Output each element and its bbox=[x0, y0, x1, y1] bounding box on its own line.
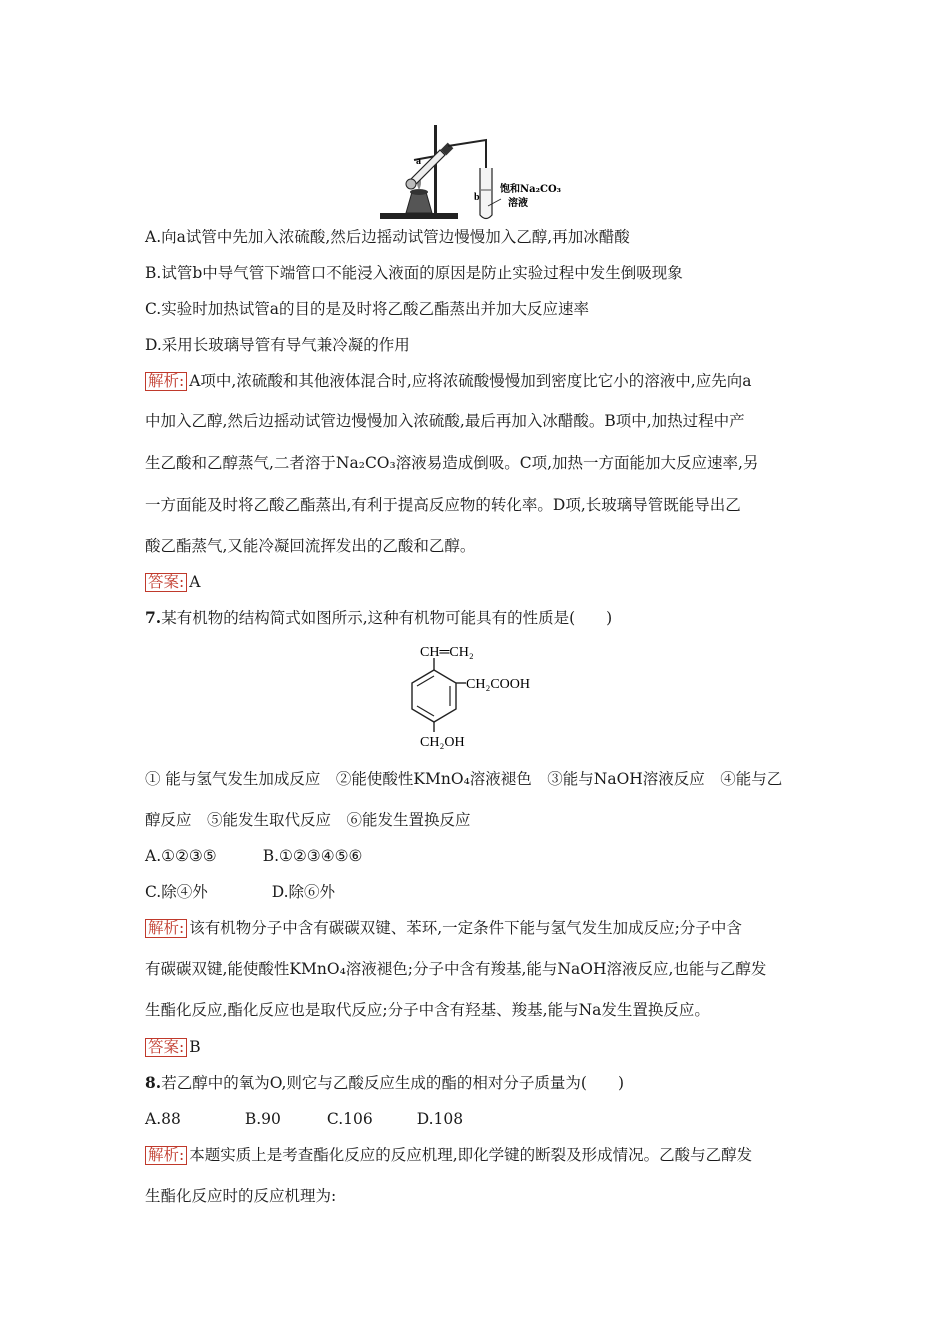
q7-options-cd: C.除④外 D.除⑥外 bbox=[145, 883, 336, 901]
esterification-apparatus-diagram bbox=[378, 120, 578, 225]
q7-analysis-line-1: 解析: 该有机物分子中含有碳碳双键、苯环,一定条件下能与氢气发生加成反应;分子中含 bbox=[145, 918, 742, 938]
q6-option-c: C.实验时加热试管a的目的是及时将乙酸乙酯蒸出并加大反应速率 bbox=[145, 300, 589, 318]
q7-analysis-line-3: 生酯化反应,酯化反应也是取代反应;分子中含有羟基、羧基,能与Na发生置换反应。 bbox=[145, 1001, 710, 1019]
q7-properties-line-1: ① 能与氢气发生加成反应 ②能使酸性KMnO₄溶液褪色 ③能与NaOH溶液反应 ④能与乙 bbox=[145, 770, 783, 788]
label-b: b bbox=[474, 192, 480, 203]
q6-answer-tag: 答案: bbox=[145, 573, 187, 592]
q6-analysis-line-5: 酸乙酯蒸气,又能冷凝回流挥发出的乙酸和乙醇。 bbox=[145, 537, 476, 555]
solution-label-1: 饱和Na₂CO₃ bbox=[500, 184, 562, 195]
q8-options: A.88 B.90 C.106 D.108 bbox=[145, 1110, 464, 1128]
q8-analysis-line-1: 解析: 本题实质上是考查酯化反应的反应机理,即化学键的断裂及形成情况。乙酸与乙醇发 bbox=[145, 1145, 752, 1165]
q7-answer-tag: 答案: bbox=[145, 1038, 187, 1057]
q6-analysis-line-4: 一方面能及时将乙酸乙酯蒸出,有利于提高反应物的转化率。D项,长玻璃导管既能导出乙 bbox=[145, 496, 741, 514]
q7-analysis-tag: 解析: bbox=[145, 919, 187, 938]
q8-analysis-tag: 解析: bbox=[145, 1146, 187, 1165]
solution-label-2: 溶液 bbox=[508, 198, 528, 209]
q6-analysis-line-3: 生乙酸和乙醇蒸气,二者溶于Na₂CO₃溶液易造成倒吸。C项,加热一方面能加大反应速率,另 bbox=[145, 454, 759, 472]
q6-option-d: D.采用长玻璃导管有导气兼冷凝的作用 bbox=[145, 336, 410, 354]
structure-top-group: CH═CH₂ bbox=[420, 645, 474, 660]
q6-option-b: B.试管b中导气管下端管口不能浸入液面的原因是防止实验过程中发生倒吸现象 bbox=[145, 264, 683, 282]
q6-analysis-line-2: 中加入乙醇,然后边摇动试管边慢慢加入浓硫酸,最后再加入冰醋酸。B项中,加热过程中产 bbox=[145, 412, 745, 430]
q7-structure-formula bbox=[398, 640, 568, 750]
q6-analysis-tag: 解析: bbox=[145, 372, 187, 391]
q7-analysis-line-2: 有碳碳双键,能使酸性KMnO₄溶液褪色;分子中含有羧基,能与NaOH溶液反应,也能与乙醇发 bbox=[145, 960, 767, 978]
structure-bottom-group: CH₂OH bbox=[420, 735, 465, 750]
q7-answer: 答案: B bbox=[145, 1037, 201, 1057]
q8-analysis-line-2: 生酯化反应时的反应机理为: bbox=[145, 1187, 337, 1205]
q6-answer: 答案: A bbox=[145, 572, 200, 592]
q8-stem: 8.若乙醇中的氧为O,则它与乙酸反应生成的酯的相对分子质量为( ) bbox=[145, 1073, 625, 1092]
label-a: a bbox=[416, 156, 421, 167]
q7-options-ab: A.①②③⑤ B.①②③④⑤⑥ bbox=[145, 847, 363, 865]
q7-properties-line-2: 醇反应 ⑤能发生取代反应 ⑥能发生置换反应 bbox=[145, 811, 471, 829]
q7-stem: 7.某有机物的结构简式如图所示,这种有机物可能具有的性质是( ) bbox=[145, 608, 613, 627]
q6-option-a: A.向a试管中先加入浓硫酸,然后边摇动试管边慢慢加入乙醇,再加冰醋酸 bbox=[145, 228, 630, 246]
q6-analysis-line-1: 解析: A项中,浓硫酸和其他液体混合时,应将浓硫酸慢慢加到密度比它小的溶液中,应先向a bbox=[145, 371, 751, 391]
structure-right-group: CH₂COOH bbox=[466, 677, 530, 692]
